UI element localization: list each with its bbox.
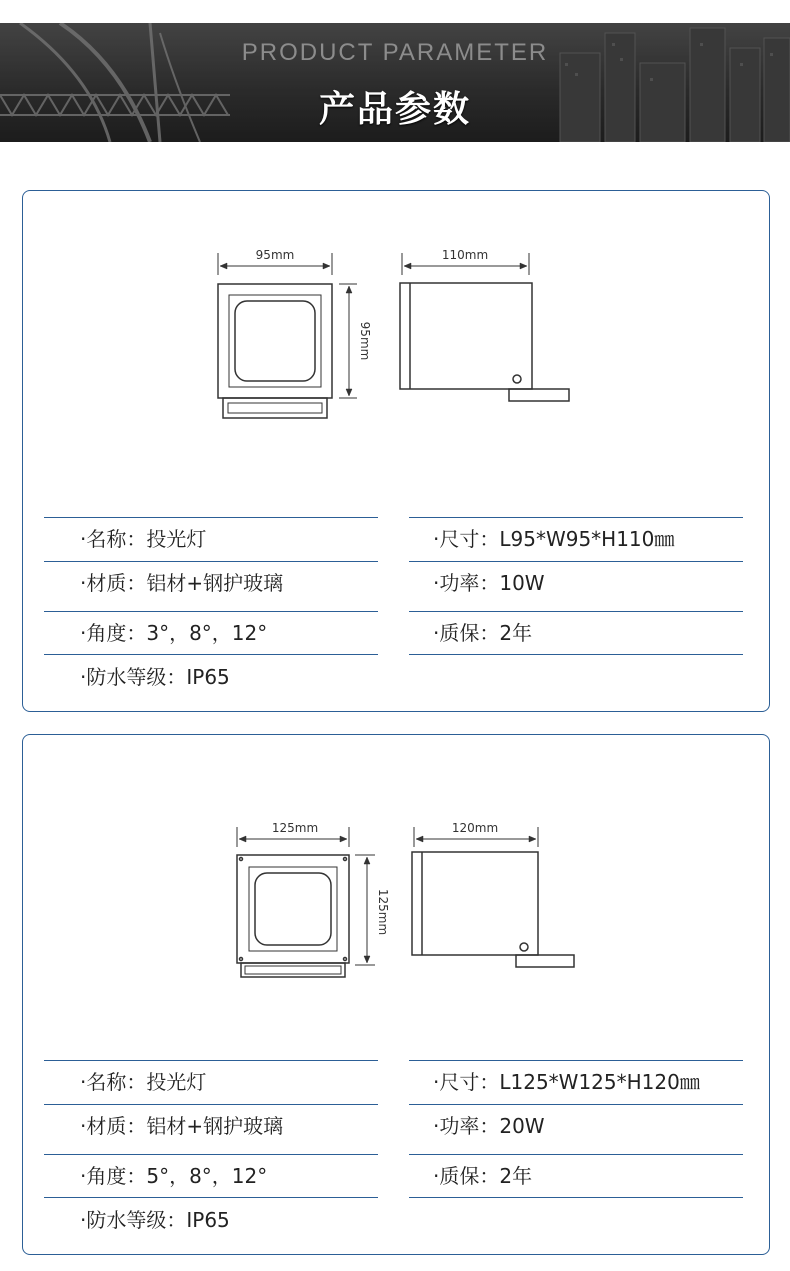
front-height-label: 125mm <box>376 888 390 936</box>
front-width-label: 95mm <box>255 248 295 262</box>
spec-name: ·名称：投光灯 <box>44 517 378 561</box>
spec-power: ·功率：20W <box>409 1104 743 1148</box>
product-card-2 <box>22 734 770 1255</box>
spec-angle: ·角度：5°，8°，12° <box>44 1154 378 1198</box>
dimension-drawing <box>23 735 769 1035</box>
spec-material: ·材质：铝材+钢护玻璃 <box>44 1104 378 1148</box>
banner-title-cn: 产品参数 <box>318 89 471 130</box>
spec-power: ·功率：10W <box>409 561 743 605</box>
side-depth-label: 120mm <box>451 821 499 835</box>
spec-waterproof: ·防水等级：IP65 <box>80 1208 230 1232</box>
front-width-label: 125mm <box>271 821 319 835</box>
banner-title-en: PRODUCT PARAMETER <box>241 39 549 66</box>
spec-angle: ·角度：3°，8°，12° <box>44 611 378 655</box>
spec-material: ·材质：铝材+钢护玻璃 <box>44 561 378 605</box>
header-banner <box>0 23 790 142</box>
spec-warranty: ·质保：2年 <box>409 611 743 655</box>
dimension-drawing <box>23 191 769 491</box>
front-height-label: 95mm <box>358 321 372 361</box>
spec-size: ·尺寸：L125*W125*H120㎜ <box>409 1060 743 1104</box>
spec-waterproof: ·防水等级：IP65 <box>80 665 230 689</box>
spec-warranty: ·质保：2年 <box>409 1154 743 1198</box>
side-depth-label: 110mm <box>441 248 489 262</box>
spec-size: ·尺寸：L95*W95*H110㎜ <box>409 517 743 561</box>
spec-name: ·名称：投光灯 <box>44 1060 378 1104</box>
product-card-1 <box>22 190 770 712</box>
